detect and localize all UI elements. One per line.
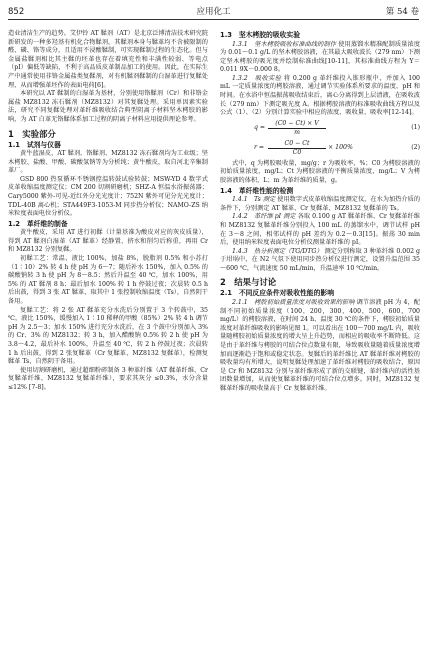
- equation-1-denominator: m: [294, 128, 300, 136]
- equation-2-tail: × 100%: [328, 143, 353, 151]
- volume-label: 第 54 卷: [385, 7, 419, 17]
- equation-1-lhs: q =: [254, 123, 266, 131]
- journal-name: 应用化工: [196, 7, 231, 17]
- right-column: [220, 30, 420, 394]
- page-number: 852: [8, 7, 25, 17]
- equation-2-denominator: C0: [292, 148, 302, 156]
- equation-notes-paragraph: 式中，q 为栲胶吸收量，mg/g；r 为吸收率，%；C0 为栲胶溶液的初始质量浓度，mg/L；Ct 为栲胶溶液的平衡质量浓度，mg/L；V 为栲胶溶液的体积，L；m 为革纤维的质量，g。: [220, 159, 420, 185]
- concentration-label: 2.1.1 栲胶初始质量浓度对吸收效果的影响: [232, 298, 355, 306]
- absorption-experiment-text: 将 0.200 g 革纤维投入锥形瓶中，并加入 100 mL 一定质量浓度的栲胶溶液，通过调节实验体系所要求的温度、pH 和时间。在水浴中恒温振荡吸收结束后，离心分离得到上层清液，在吸收波长（279 nm）下测定吸光度 A。根据栲胶溶液的标准吸收曲线方程以及公式（1）、（2）分别计算实验中相应的浓度、吸收量、吸收率[12-14]。: [220, 74, 420, 117]
- preparation-paragraph-4: 使用切割研磨机，通过超细粉碎制备 3 种革纤维（AT 鞣革纤维、Cr 复鞣革纤维、MZ8132 复鞣革纤维），要求其灰分 ≤0.3%，水分含量 ≤12% [7-8]。: [8, 366, 208, 391]
- equation-1-number: (1): [411, 123, 420, 131]
- page-header: [8, 6, 419, 20]
- ts-label: 1.4.1 Ts 测定: [232, 196, 276, 204]
- subsection-heading-conditions: 2.1 不同反应条件对吸收性能的影响: [220, 289, 334, 298]
- standard-curve-text: 使用蒸馏水精准配制质量浓度为 0.01～0.1 g/L 的坚木栲胶溶液，在其最大吸收波长（279 nm）下测定坚木栲胶的吸光度并绘制标准曲线[10-11]，其标准曲线方程为 Y＝0.011 9X－0.000 8。: [220, 40, 421, 74]
- intro-paragraph-1: 造业清洁生产的趋势。艾伊铃 AT 鞣剂（AT）是北京泛博清洁技术研究院新研发的一种多羟基有机化合物鞣剂，其鞣剂本身与鞣革均不含被限制的醛、磷、铬等成分，且适用不浸酸鞣制，可实现鞣制过程的生态化。但与金属盐鞣剂相比其主鞣的坯革也存在着填充性和丰满性较弱、等电点（pI）偏低等缺陷，不利于高品质皮革制品加工的使用。因此，在实际生产中通常使用非铬金属盐类复鞣剂，对有机鞣剂鞣制的白湿革进行复鞣处理，从而增强革坯作的表面电荷[6]。: [8, 30, 208, 89]
- absorption-experiment-label: 1.3.2 吸收实验: [232, 74, 282, 82]
- left-column: [8, 30, 208, 393]
- equation-2-number: (2): [411, 143, 420, 151]
- section-heading-experiment: 1 实验部分: [8, 128, 56, 139]
- thermal-text: 测定分别称取 3 种革纤维 0.002 g 于坩埚中，在 N2 气氛下使用同步热分析仪进行测定，设置升温范围 35～600 ℃，气流速度 50 mL/min，升温速率 10 ℃/min。: [220, 247, 420, 272]
- thermal-label: 1.4.3 热分析测定（TG/DTG）: [232, 247, 323, 255]
- subsection-heading-absorption: 1.3 坚木栲胶的吸收实验: [220, 31, 301, 39]
- concentration-text: 调节溶液 pH 为 4，配制不同初始质量浓度（100，200，300，400，500，600，700 mg/L）的栲胶溶液，在时间 24 h、温度 30 ℃的条件下，栲胶初始质量浓度对革纤维吸收的影响见图 1。可以看出在 100～700 mg/L 内，吸收量随栲胶初始质量浓度的增大呈上升趋势，而相应的吸收率不断降低。这是由于革纤维与栲胶的可结合位点数量有限，导致吸收量随着质量浓度增加而逐渐趋于饱和或稳定状态。复鞣后的革纤维比 AT 鞣革纤维对栲胶的吸收量均有所增大，说明复鞣处理加速了革纤维对栲胶的吸收结合，原因是 Cr 和 MZ8132 分别与革纤维形成了新的交联键，革纤维内的活性基团数量增加，从而使复鞣革纤维的可结合位点增多。同时，MZ8132 复鞣革纤维的吸收量高于 Cr 复鞣革纤维。: [220, 298, 420, 392]
- equation-2-numerator: C0 − Ct: [268, 140, 326, 149]
- equation-1-fraction: [268, 120, 326, 137]
- intro-paragraph-2: 本研究以 AT 鞣制的白湿革为基材，分别使用铬鞣剂（Cr）和非铬金属盐 MZ8132 冻石鞣剂（MZ8132）对其复鞣处理。采用单因素实验法，研究不同复鞣处理对革纤维吸收结合典型阴离子材料坚木栲胶的影响，为 AT 白革无铬鞣体系加工过程的阴离子材料应用提供理论参考。: [8, 90, 208, 123]
- standard-curve-label: 1.3.1 坚木栲胶吸收标准曲线的制作: [232, 40, 337, 48]
- instruments-paragraph: GSD 800 热泵循环不锈钢控温转鼓试验转鼓；MSW-YD 4 数字式皮革收缩温度测定仪；CM 200 切割研磨机；SHZ-A 恒温水浴振荡器；Cary5000 紫外-可见-近红外分光光度计；752N 紫外可见分光光度计；TDL-40B 离心机；STA449F3-1053-M 同步热分析仪；NAMO-ZS 纳米粒度表面电位分析仪。: [8, 175, 208, 218]
- equation-1: [220, 120, 420, 138]
- thermal-paragraph: [220, 248, 420, 274]
- equation-2: [220, 140, 420, 158]
- standard-curve-paragraph: [220, 41, 420, 75]
- preparation-paragraph-3: 复鞣工艺：将 2 张 AT 鞣革充分水洗后分别置于 3 个转鼓中，35 ℃，液比 150%，缓慢加入 1∶10 稀释的甲酸（85%）2% 转 4 h 调节 pH 为 2.5～3；加水 150% 进行充分水洗后，在 3 个鼓中分别加入 3% 的 Cr、3% 的 MZ8132；转 3 h，加入醋酸钠 0.5% 转 2 h 使 pH 为 3.8～4.2，最后补水 100%，升温至 40 ℃，转 2 h 停鼓过夜；次晨转 1 h 后出鼓，得到 2 张复鞣革（Cr 复鞣革、MZ8132 复鞣革），检测复鞣革 Ts，自然阴干备用。: [8, 306, 208, 366]
- reagents-paragraph: 黄牛蓝湿皮，AT 鞣剂、铬鞣剂、MZ8132 冻石鞣剂均为工业级；坚木栲胶、盐酸、甲酸、碳酸氢钠等为分析纯；黄牛酸皮，取自河北辛集制革厂。: [8, 150, 208, 175]
- equation-2-fraction: [268, 140, 326, 157]
- absorption-experiment-paragraph: [220, 75, 420, 118]
- preparation-paragraph-2: 初鞣工艺：常温，液比 100%，加盐 8%，脱脂剂 0.5% 和小苏打（1∶10）2% 转 4 h 使 pH 为 6～7；随后补水 150%，加入 0.5% 的碳酸钠转 3 h 使 pH 为 8～8.5；然后升温至 40 ℃，加水 100%，用 5% 的 AT 鞣剂 8 h；最后加水 100% 转 1 h 停鼓过夜；次晨转 0.5 h 后出鼓，得到 3 张 AT 鞣革，取其中 1 张控制收缩温度（Ts），自然阴干备用。: [8, 255, 208, 306]
- preparation-paragraph-1: 黄牛酸皮，采用 AT 进行初鞣（计量基准为酸皮对应的灰皮质量），得到 AT 鞣剂白湿革（AT 鞣革）经静置、挤水和削匀后称重，再用 Cr 和 MZ8132 分别复鞣。: [8, 229, 208, 254]
- subsection-heading-reagents: 1.1 试剂与仪器: [8, 140, 61, 149]
- pi-paragraph: [220, 213, 420, 247]
- ts-paragraph: [220, 196, 420, 213]
- equation-1-numerator: (C0 − Ct) × V: [268, 120, 326, 129]
- equation-2-lhs: r =: [254, 143, 265, 151]
- subsection-heading-properties: 1.4 革纤维性能的检测: [220, 186, 294, 195]
- subsection-heading-preparation: 1.2 革纤维的制备: [8, 219, 68, 228]
- section-heading-results: 2 结果与讨论: [220, 277, 277, 288]
- pi-text: 各取 0.100 g AT 鞣革纤维、Cr 复鞣革纤维和 MZ8132 复鞣革纤维分别投入 100 mL 的蒸馏水中，调节试样 pH 在 3～8 之间，相邻试样的 pH 差约为 0.2～0.3[15]。振荡 30 min 后，使用纳米粒度表面电位分析仪测量革纤维的 pI。: [220, 213, 420, 247]
- pi-label: 1.4.2 革纤维 pI 测定: [232, 213, 296, 221]
- ts-text: 使用数字式皮革收缩温度测定仪，在水为加热介质的条件下，分别测定 AT 鞣革、Cr 复鞣革、MZ8132 复鞣革的 Ts。: [220, 196, 421, 212]
- concentration-paragraph: [220, 299, 420, 394]
